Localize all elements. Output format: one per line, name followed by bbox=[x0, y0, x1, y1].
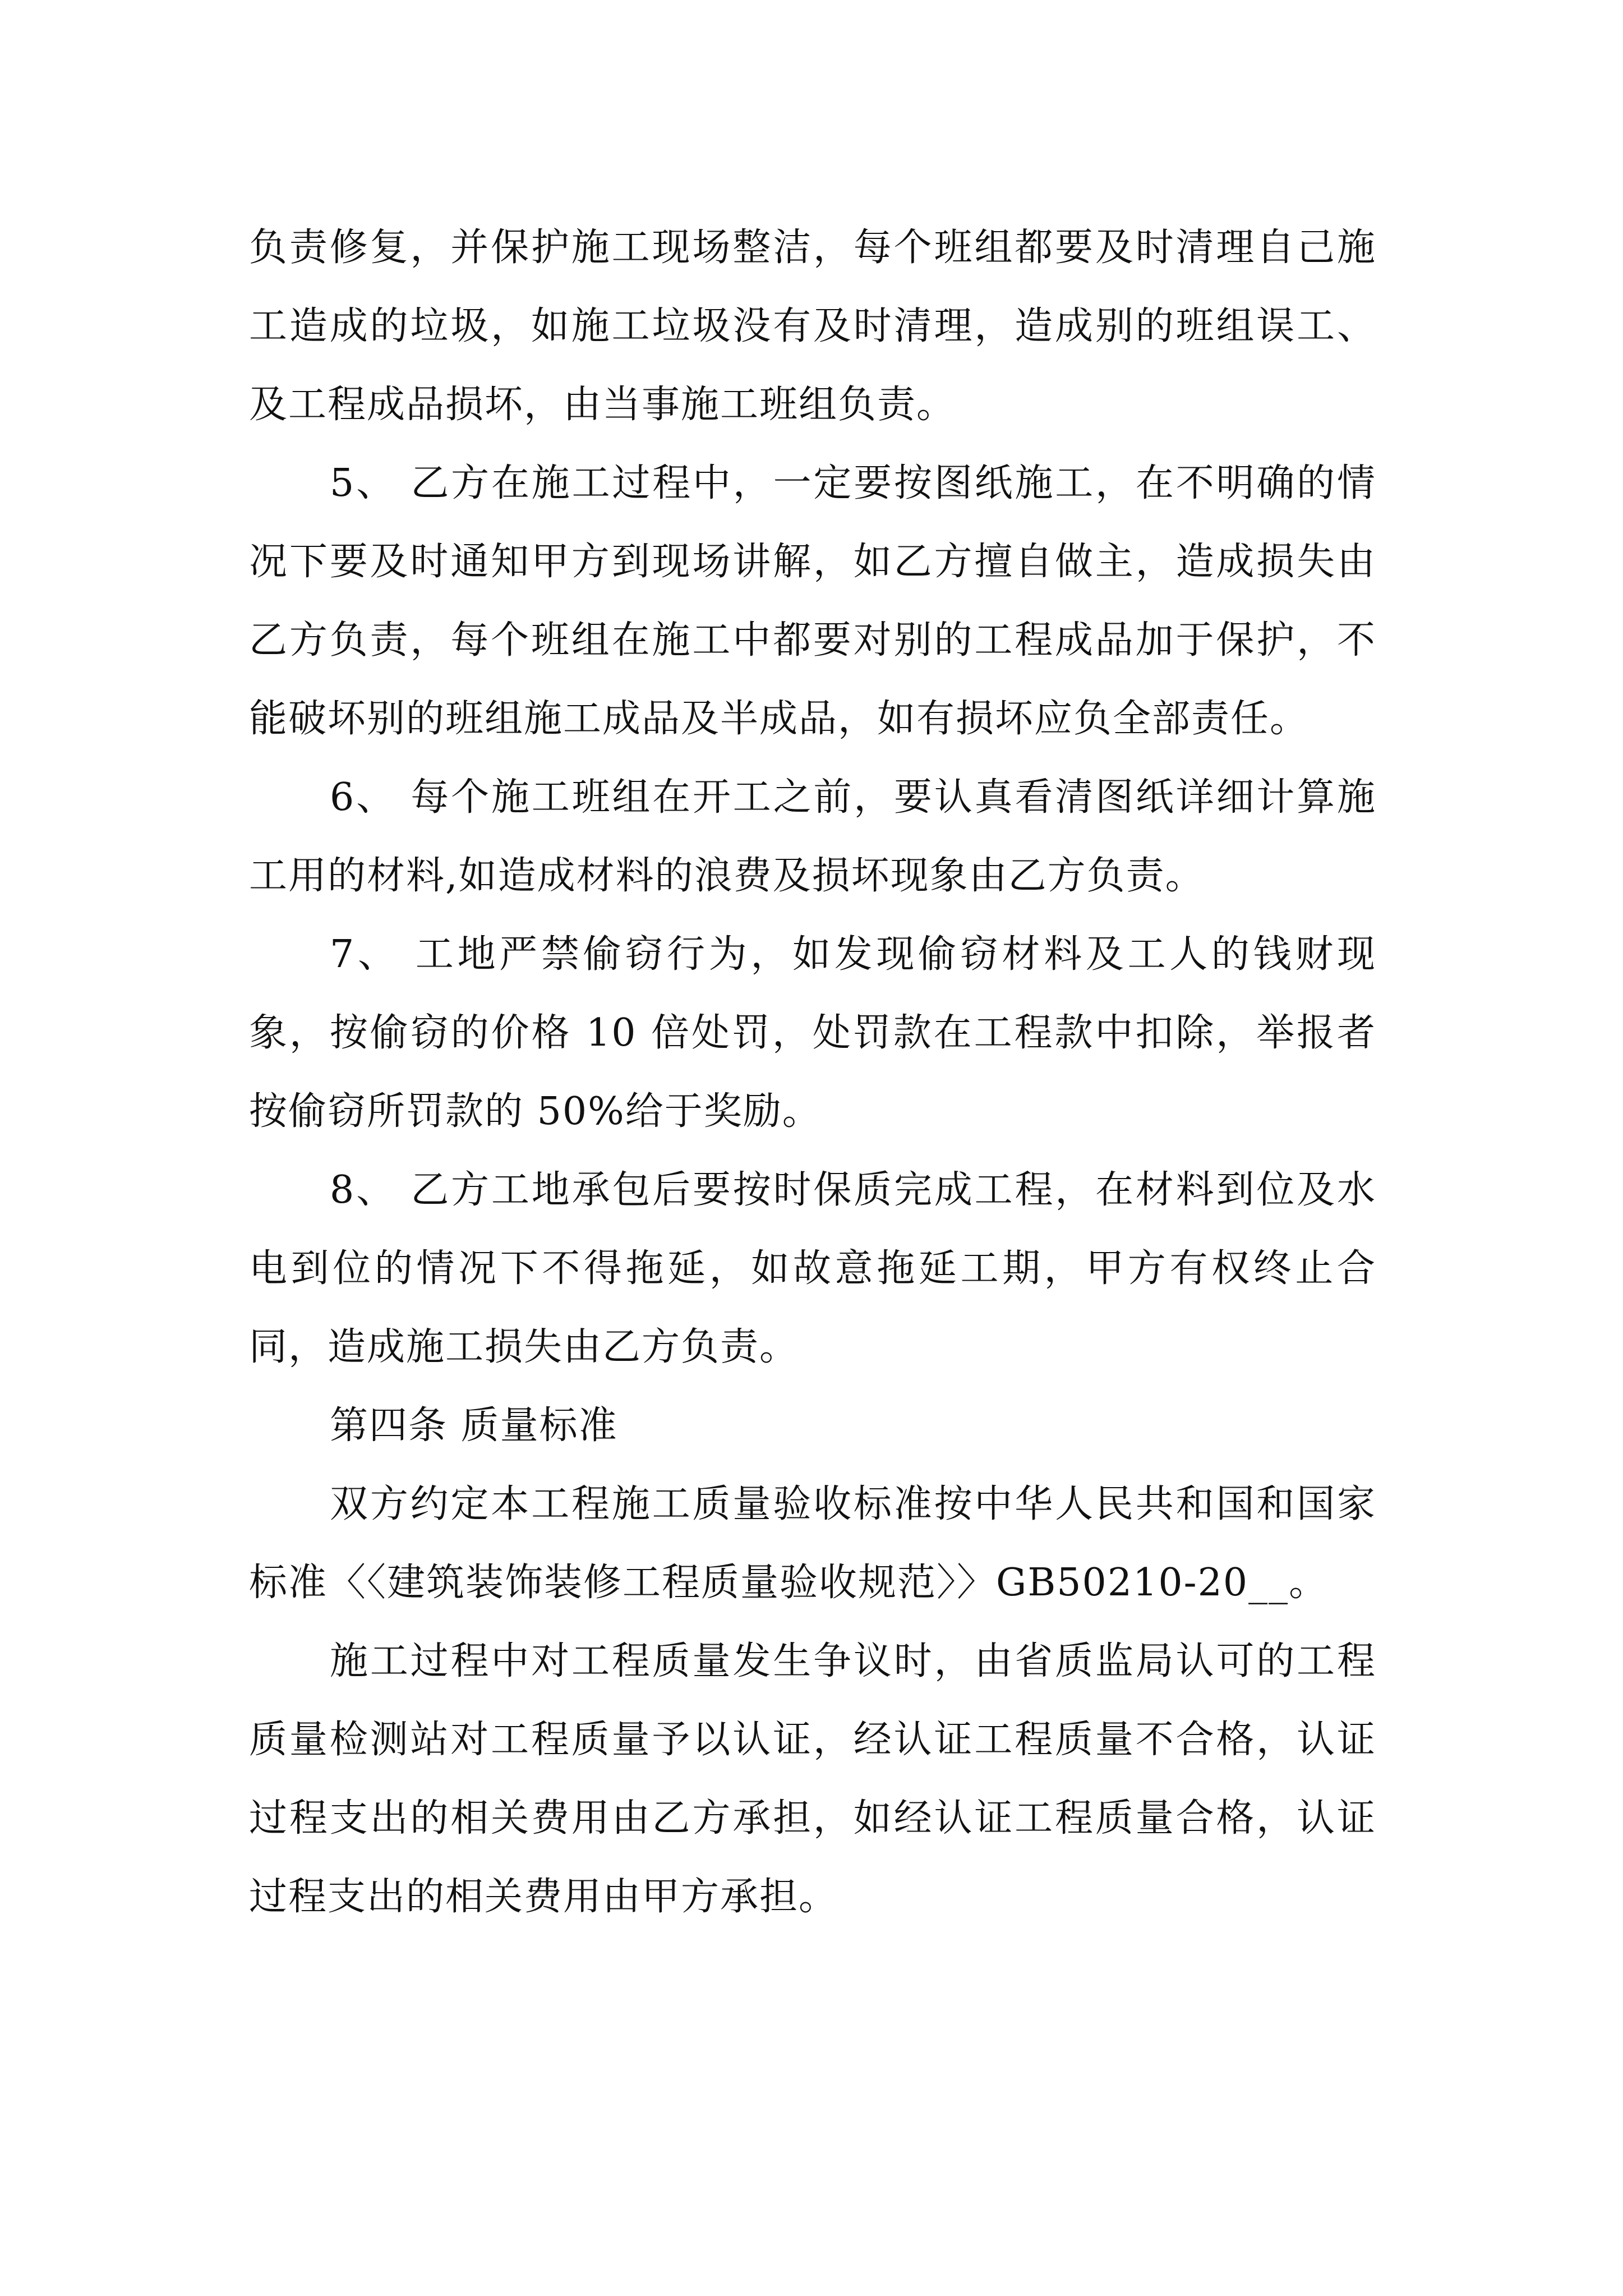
body-text bbox=[249, 209, 1376, 1936]
quality-dispute-paragraph: 施工过程中对工程质量发生争议时，由省质监局认可的工程质量检测站对工程质量予以认证，经认证工程质量不合格，认证过程支出的相关费用由乙方承担，如经认证工程质量合格，认证过程支出的相关费用由甲方承担。 bbox=[249, 1639, 1376, 1919]
clause-8: 8、 乙方工地承包后要按时保质完成工程，在材料到位及水电到位的情况下不得拖延，如故意拖延工期，甲方有权终止合同，造成施工损失由乙方负责。 bbox=[249, 1168, 1376, 1369]
clause-7: 7、 工地严禁偷窃行为，如发现偷窃材料及工人的钱财现象，按偷窃的价格 10 倍处罚，处罚款在工程款中扣除，举报者按偷窃所罚款的 50%给于奖励。 bbox=[249, 932, 1376, 1134]
clause-5: 5、 乙方在施工过程中，一定要按图纸施工，在不明确的情况下要及时通知甲方到现场讲解，如乙方擅自做主，造成损失由乙方负责，每个班组在施工中都要对别的工程成品加于保护，不能破坏别的班组施工成品及半成品，如有损坏应负全部责任。 bbox=[249, 461, 1376, 741]
paragraph-continued: 负责修复，并保护施工现场整洁，每个班组都要及时清理自己施工造成的垃圾，如施工垃圾没有及时清理，造成别的班组误工、及工程成品损坏，由当事施工班组负责。 bbox=[249, 226, 1376, 427]
clause-6: 6、 每个施工班组在开工之前，要认真看清图纸详细计算施工用的材料,如造成材料的浪费及损坏现象由乙方负责。 bbox=[249, 775, 1376, 898]
section-heading-quality: 第四条 质量标准 bbox=[330, 1404, 618, 1448]
quality-standard-paragraph: 双方约定本工程施工质量验收标准按中华人民共和国和国家标准〈〈建筑装饰装修工程质量验收规范〉〉GB50210-20__。 bbox=[249, 1482, 1376, 1605]
